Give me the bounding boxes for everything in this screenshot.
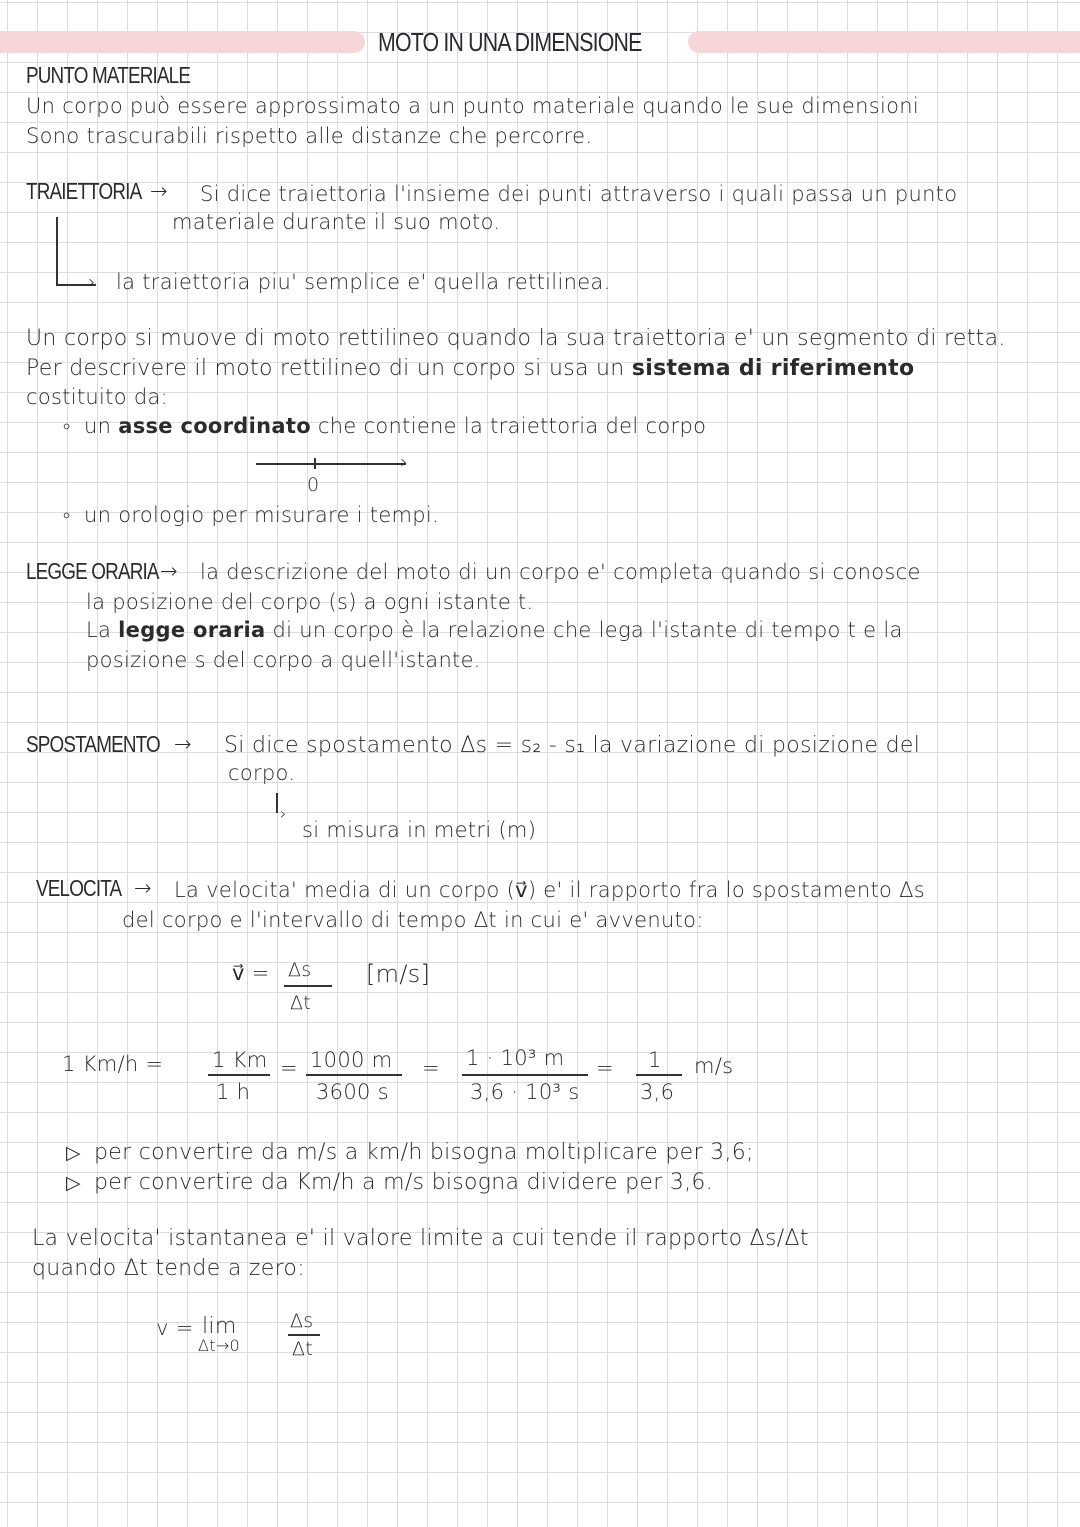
legge-oraria-line2: la posizione del corpo (s) a ogni istante t.	[86, 590, 534, 614]
coordinate-axis-tick	[314, 458, 316, 469]
traiettoria-bracket-arrowhead: ›	[88, 271, 96, 293]
heading-spostamento: SPOSTAMENTO	[26, 731, 160, 757]
asse-coordinato: asse coordinato	[118, 414, 311, 438]
bullet-1-post: che contiene la traiettoria del corpo	[317, 414, 707, 438]
conversion-f1-denominator: 1 h	[216, 1080, 251, 1104]
conversion-f3-numerator: 1 · 10³ m	[466, 1046, 565, 1070]
moto-rettilineo-line2-text: Per descrivere il moto rettilineo di un corpo si usa un	[26, 356, 625, 381]
moto-rettilineo-line1: Un corpo si muove di moto rettilineo quando la sua traiettoria e' un segmento di retta.	[26, 326, 1006, 351]
velocita-line1: La velocita' media di un corpo (v⃗) e' il rapporto fra lo spostamento Δs	[174, 878, 926, 902]
rule-2: per convertire da Km/h a m/s bisogna dividere per 3,6.	[94, 1170, 714, 1195]
sistema-di-riferimento: sistema di riferimento	[631, 356, 915, 381]
moto-rettilineo-line2	[26, 358, 914, 380]
bullet-2-mark: ∘	[60, 503, 74, 527]
rule-1-mark: ▷	[66, 1142, 81, 1164]
conversion-unit: m/s	[694, 1054, 734, 1078]
legge-oraria-line3-pre: La	[86, 618, 112, 642]
spostamento-line2: corpo.	[228, 761, 296, 785]
conversion-f2-denominator: 3600 s	[316, 1080, 389, 1104]
legge-oraria-line1: la descrizione del moto di un corpo e' completa quando si conosce	[200, 560, 921, 584]
heading-legge-oraria: LEGGE ORARIA	[26, 558, 159, 584]
limit-formula-numerator: Δs	[290, 1310, 314, 1332]
conversion-eq-2: =	[422, 1056, 440, 1080]
bullet-2: un orologio per misurare i tempi.	[84, 503, 440, 527]
traiettoria-line2: materiale durante il suo moto.	[172, 210, 501, 234]
rule-2-mark: ▷	[66, 1172, 81, 1194]
limit-formula-lim: lim	[202, 1314, 237, 1339]
velocita-line2: del corpo e l'intervallo di tempo Δt in cui e' avvenuto:	[122, 908, 704, 932]
bullet-1	[84, 416, 706, 437]
page-title: MOTO IN UNA DIMENSIONE	[378, 27, 642, 57]
conversion-eq-3: =	[596, 1056, 614, 1080]
heading-velocita: VELOCITA	[36, 875, 122, 901]
punto-materiale-line1: Un corpo può essere approssimato a un punto materiale quando le sue dimensioni	[26, 94, 919, 118]
spostamento-arrow: →	[174, 732, 192, 756]
punto-materiale-line2: Sono trascurabili rispetto alle distanze che percorre.	[26, 124, 593, 148]
heading-punto-materiale: PUNTO MATERIALE	[26, 62, 191, 88]
moto-rettilineo-line3: costituito da:	[26, 385, 169, 409]
conversion-eq-1: =	[280, 1056, 298, 1080]
traiettoria-bracket-vertical	[56, 217, 58, 285]
velocita-arrow: →	[134, 876, 152, 900]
velocity-formula-unit: [m/s]	[366, 960, 431, 988]
conversion-f1-bar	[208, 1074, 270, 1076]
conversion-f3-denominator: 3,6 · 10³ s	[470, 1080, 580, 1104]
coordinate-axis-arrowhead: ›	[400, 451, 408, 473]
spostamento-hook-vertical	[276, 793, 278, 813]
velocity-formula-bar	[284, 985, 332, 987]
bullet-1-mark: ∘	[60, 414, 74, 438]
traiettoria-note: la traiettoria piu' semplice e' quella rettilinea.	[116, 270, 611, 294]
legge-oraria-line4: posizione s del corpo a quell'istante.	[86, 648, 481, 672]
coordinate-axis-line	[256, 463, 406, 465]
legge-oraria-line3-post: di un corpo è la relazione che lega l'istante di tempo t e la	[272, 618, 903, 642]
traiettoria-arrow: →	[150, 179, 168, 203]
limit-formula-lhs: v =	[156, 1316, 194, 1340]
conversion-f3-bar	[462, 1074, 588, 1076]
conversion-f4-numerator: 1	[648, 1048, 662, 1072]
velocity-formula-denominator: Δt	[290, 992, 312, 1014]
spostamento-hook-arrowhead: ›	[280, 804, 287, 823]
title-band-left	[0, 31, 365, 53]
limit-formula-bar	[288, 1334, 320, 1336]
limit-formula-denominator: Δt	[292, 1338, 314, 1360]
coordinate-axis-origin: 0	[307, 474, 320, 496]
limit-formula-subscript: Δt→0	[198, 1336, 241, 1355]
conversion-f1-numerator: 1 Km	[212, 1048, 268, 1072]
conversion-f4-bar	[636, 1074, 682, 1076]
legge-oraria-bold: legge oraria	[118, 618, 266, 642]
conversion-f4-denominator: 3,6	[640, 1080, 675, 1104]
title-band-right	[688, 31, 1080, 53]
velocity-formula-lhs: v⃗ =	[232, 961, 270, 985]
bullet-1-pre: un	[84, 414, 112, 438]
traiettoria-line1: Si dice traiettoria l'insieme dei punti attraverso i quali passa un punto	[200, 182, 958, 206]
conversion-f2-bar	[306, 1074, 402, 1076]
spostamento-line1: Si dice spostamento Δs = s₂ - s₁ la variazione di posizione del	[224, 733, 921, 758]
legge-oraria-arrow: →	[160, 559, 178, 583]
rule-1: per convertire da m/s a km/h bisogna moltiplicare per 3,6;	[94, 1140, 754, 1165]
velocita-istantanea-line1: La velocita' istantanea e' il valore limite a cui tende il rapporto Δs/Δt	[32, 1226, 809, 1251]
velocity-formula-numerator: Δs	[288, 959, 312, 981]
conversion-f2-numerator: 1000 m	[310, 1048, 393, 1072]
heading-traiettoria: TRAIETTORIA	[26, 178, 142, 204]
spostamento-note: si misura in metri (m)	[302, 818, 537, 842]
velocita-istantanea-line2: quando Δt tende a zero:	[32, 1256, 305, 1281]
conversion-lhs: 1 Km/h =	[62, 1052, 164, 1076]
legge-oraria-line3	[86, 620, 903, 641]
